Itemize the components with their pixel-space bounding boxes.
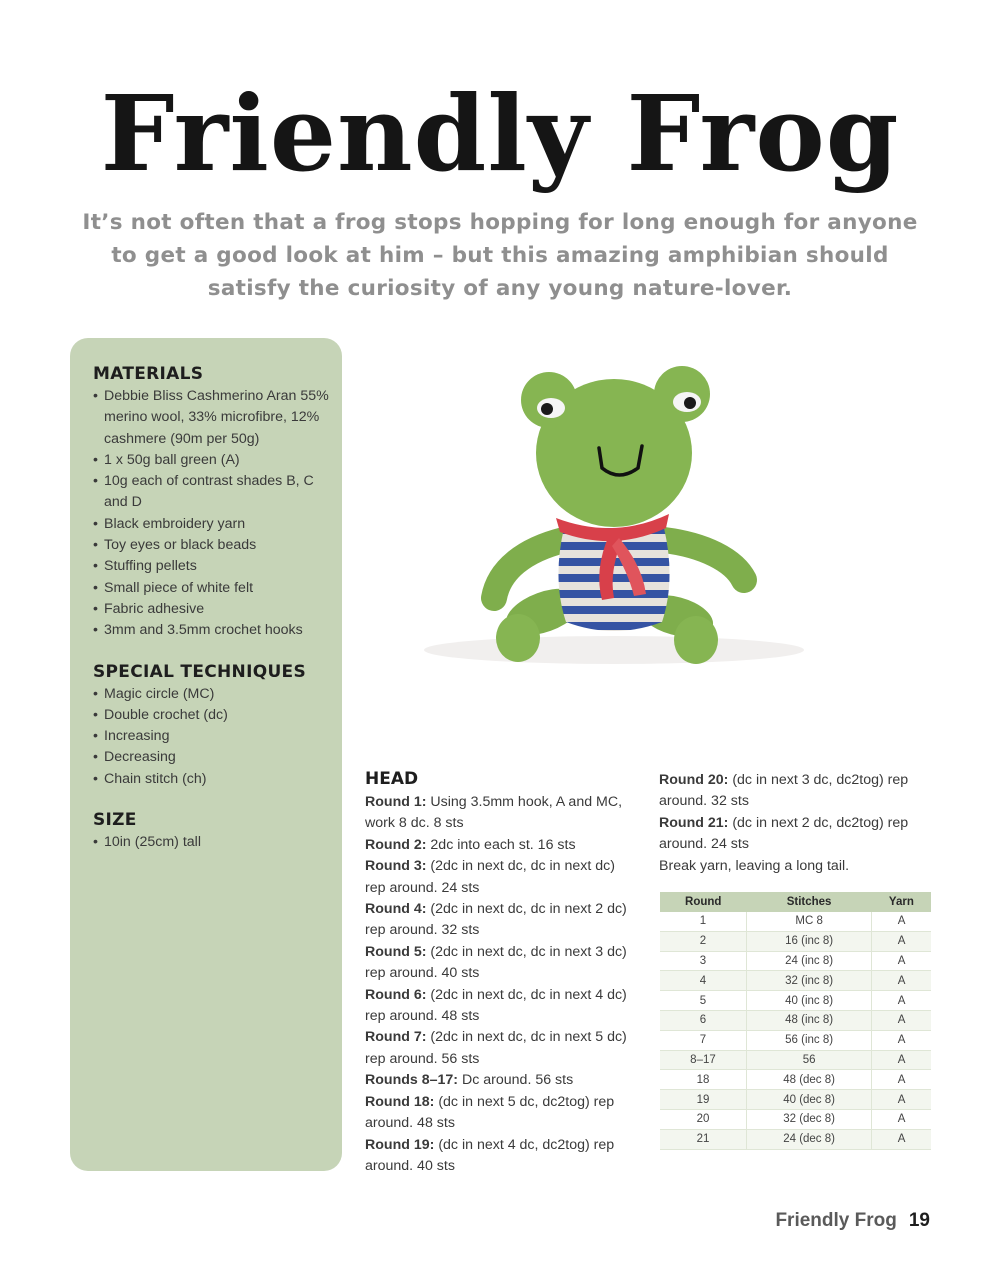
page-footer — [775, 1210, 930, 1232]
techniques-list — [93, 684, 333, 790]
table-cell: A — [872, 1129, 931, 1149]
table-header-row — [660, 892, 931, 912]
page-title: Friendly Frog — [100, 72, 900, 195]
step-text: (dc in next 4 dc, dc2tog) rep around. 40 sts — [365, 1136, 615, 1174]
step-text: (dc in next 5 dc, dc2tog) rep around. 48 sts — [365, 1093, 615, 1132]
table-cell: 24 (inc 8) — [746, 951, 871, 971]
column-header: Round — [660, 892, 746, 912]
step-label: Round 18: — [365, 1093, 435, 1110]
techniques-heading: SPECIAL TECHNIQUES — [93, 661, 307, 682]
table-cell: 21 — [660, 1129, 746, 1149]
materials-heading: MATERIALS — [93, 364, 204, 384]
step-label: Rounds 8–17: — [365, 1072, 459, 1089]
pattern-step — [365, 985, 635, 1028]
pattern-step — [659, 770, 931, 813]
step-text: (2dc in next dc, dc in next dc) rep around. 24 sts — [365, 858, 615, 896]
table-row — [660, 931, 931, 951]
table-cell: A — [872, 1010, 931, 1030]
table-cell: 40 (inc 8) — [746, 991, 871, 1011]
step-label: Round 3: — [365, 858, 427, 875]
list-item: • Double crochet (dc) — [93, 705, 333, 726]
frog-toy-photo — [414, 350, 816, 670]
step-text: (2dc in next dc, dc in next 2 dc) rep around. 32 sts — [365, 901, 627, 939]
table-cell: 6 — [660, 1010, 746, 1030]
table-cell: A — [872, 1109, 931, 1129]
materials-panel — [70, 338, 342, 1171]
pattern-step — [365, 792, 635, 835]
pattern-step — [365, 1135, 635, 1178]
step-text: Using 3.5mm hook, A and MC, work 8 dc. 8 sts — [365, 794, 623, 832]
list-item: • 10in (25cm) tall — [93, 832, 333, 853]
list-item: • Magic circle (MC) — [93, 684, 333, 705]
step-label: Round 2: — [365, 836, 427, 853]
table-cell: A — [872, 991, 931, 1011]
table-row — [660, 1070, 931, 1090]
step-label: Round 5: — [365, 943, 427, 960]
table-cell: 56 (inc 8) — [746, 1030, 871, 1050]
table-cell: 48 (inc 8) — [746, 1010, 871, 1030]
table-row — [660, 951, 931, 971]
list-item: • 10g each of contrast shades B, C and D — [93, 471, 333, 514]
pattern-step — [365, 942, 635, 985]
column-header: Yarn — [872, 892, 931, 912]
list-item: • Small piece of white felt — [93, 578, 333, 599]
closing-note: Break yarn, leaving a long tail. — [659, 857, 850, 874]
list-item: • Black embroidery yarn — [93, 514, 333, 535]
rounds-table — [660, 892, 931, 1150]
table-cell: 19 — [660, 1090, 746, 1110]
table-row — [660, 1050, 931, 1070]
table-row — [660, 1010, 931, 1030]
head-column — [365, 766, 635, 1177]
step-label: Round 4: — [365, 901, 427, 918]
step-label: Round 19: — [365, 1136, 435, 1153]
table-cell: 7 — [660, 1030, 746, 1050]
table-cell: A — [872, 912, 931, 931]
list-item: • Debbie Bliss Cashmerino Aran 55% merino wool, 33% microfibre, 12% cashmere (90m per 50g) — [93, 386, 333, 450]
page-number: 19 — [908, 1210, 930, 1231]
pattern-step — [659, 813, 931, 856]
table-cell: A — [872, 1070, 931, 1090]
table-cell: 5 — [660, 991, 746, 1011]
list-item: • Fabric adhesive — [93, 599, 333, 620]
footer-title: Friendly Frog — [775, 1210, 897, 1231]
table-cell: 8–17 — [660, 1050, 746, 1070]
table-cell: 1 — [660, 912, 746, 931]
table-cell: 4 — [660, 971, 746, 991]
table-cell: 18 — [660, 1070, 746, 1090]
table-cell: 56 — [746, 1050, 871, 1070]
step-text: Dc around. 56 sts — [461, 1072, 574, 1089]
table-cell: 20 — [660, 1109, 746, 1129]
table-cell: A — [872, 971, 931, 991]
list-item: • 3mm and 3.5mm crochet hooks — [93, 620, 333, 641]
table-cell: A — [872, 931, 931, 951]
step-text: 2dc into each st. 16 sts — [430, 836, 576, 853]
step-label: Round 6: — [365, 986, 427, 1003]
pattern-step — [365, 1070, 635, 1091]
table-row — [660, 1129, 931, 1149]
step-text: (2dc in next dc, dc in next 4 dc) rep around. 48 sts — [365, 986, 627, 1025]
step-text: (2dc in next dc, dc in next 5 dc) rep around. 56 sts — [365, 1029, 627, 1067]
table-row — [660, 1030, 931, 1050]
column-header: Stitches — [746, 892, 871, 912]
list-item: • Decreasing — [93, 747, 333, 768]
pattern-step — [365, 856, 635, 899]
table-row — [660, 1090, 931, 1110]
pattern-step — [365, 1027, 635, 1070]
pattern-step — [365, 1092, 635, 1135]
table-cell: 24 (dec 8) — [746, 1129, 871, 1149]
table-row — [660, 991, 931, 1011]
step-label: Round 7: — [365, 1029, 427, 1046]
step-label: Round 1: — [365, 794, 427, 810]
table-row — [660, 912, 931, 931]
size-heading: SIZE — [93, 810, 137, 831]
head-heading: HEAD — [365, 769, 419, 789]
table-cell: 16 (inc 8) — [746, 931, 871, 951]
step-label: Round 21: — [659, 814, 729, 831]
table-cell: A — [872, 951, 931, 971]
table-cell: 32 (inc 8) — [746, 971, 871, 991]
table-row — [660, 1109, 931, 1129]
table-cell: 3 — [660, 951, 746, 971]
step-text: (2dc in next dc, dc in next 3 dc) rep around. 40 sts — [365, 943, 627, 982]
list-item: • Stuffing pellets — [93, 556, 333, 577]
table-cell: 2 — [660, 931, 746, 951]
list-item: • 1 x 50g ball green (A) — [93, 450, 333, 471]
pattern-step — [365, 835, 635, 856]
pattern-step — [365, 899, 635, 942]
table-cell: A — [872, 1090, 931, 1110]
table-cell: 32 (dec 8) — [746, 1109, 871, 1129]
step-text: (dc in next 3 dc, dc2tog) rep around. 32 sts — [659, 772, 909, 810]
intro-text: It’s not often that a frog stops hopping for long enough for anyone to get a good look at him – but this amazing amphibian should satisfy the curiosity of any young nature-lover. — [82, 210, 918, 301]
step-text: (dc in next 2 dc, dc2tog) rep around. 24 sts — [659, 814, 909, 853]
table-row — [660, 971, 931, 991]
table-cell: MC 8 — [746, 912, 871, 931]
head-column-continued — [659, 770, 931, 877]
table-cell: 48 (dec 8) — [746, 1070, 871, 1090]
list-item: • Chain stitch (ch) — [93, 769, 333, 790]
step-label: Round 20: — [659, 772, 729, 788]
list-item: • Increasing — [93, 726, 333, 747]
materials-list — [93, 386, 333, 642]
table-cell: A — [872, 1030, 931, 1050]
table-cell: 40 (dec 8) — [746, 1090, 871, 1110]
list-item: • Toy eyes or black beads — [93, 535, 333, 556]
table-cell: A — [872, 1050, 931, 1070]
size-list — [93, 832, 333, 853]
